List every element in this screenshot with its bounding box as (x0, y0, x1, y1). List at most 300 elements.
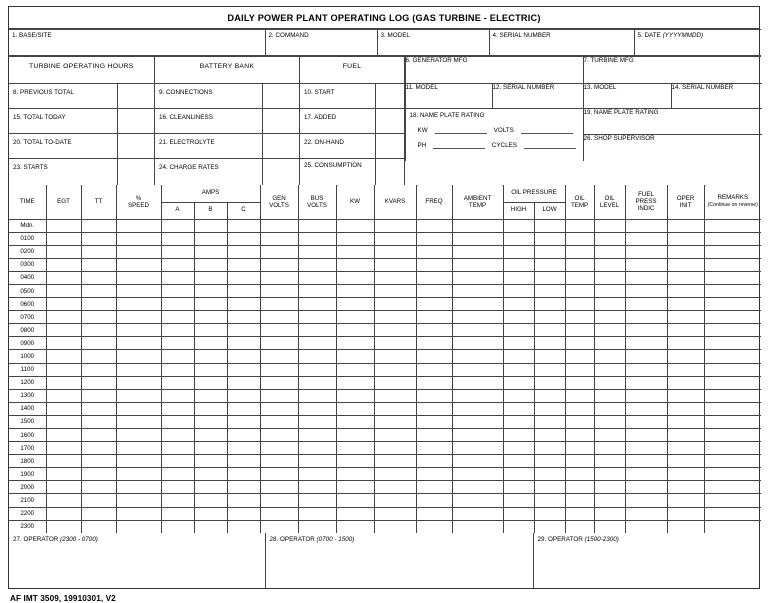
log-cell-kvars[interactable] (374, 376, 416, 389)
log-cell-ambient_temp[interactable] (452, 507, 503, 520)
log-cell-tt[interactable] (81, 442, 116, 455)
log-cell-oil_level[interactable] (594, 324, 625, 337)
log-cell-egt[interactable] (46, 258, 81, 271)
log-cell-egt[interactable] (46, 507, 81, 520)
log-cell-egt[interactable] (46, 494, 81, 507)
log-cell-tt[interactable] (81, 507, 116, 520)
log-cell-egt[interactable] (46, 481, 81, 494)
field-date[interactable] (634, 30, 761, 56)
log-cell-kw[interactable] (336, 219, 374, 232)
log-cell-oil_press_low[interactable] (534, 363, 565, 376)
log-cell-oil_press_high[interactable] (503, 311, 534, 324)
log-cell-oper_init[interactable] (667, 311, 704, 324)
log-cell-freq[interactable] (416, 402, 452, 415)
log-cell-speed[interactable] (116, 429, 161, 442)
log-cell-remarks[interactable] (704, 350, 761, 363)
log-cell-ambient_temp[interactable] (452, 350, 503, 363)
log-cell-amps_b[interactable] (194, 311, 227, 324)
log-cell-kw[interactable] (336, 324, 374, 337)
log-cell-speed[interactable] (116, 402, 161, 415)
log-cell-fuel_press[interactable] (625, 494, 667, 507)
log-cell-egt[interactable] (46, 271, 81, 284)
log-cell-oil_temp[interactable] (565, 219, 594, 232)
log-cell-ambient_temp[interactable] (452, 245, 503, 258)
log-cell-speed[interactable] (116, 363, 161, 376)
log-cell-oil_level[interactable] (594, 429, 625, 442)
log-cell-oil_level[interactable] (594, 415, 625, 428)
log-cell-amps_c[interactable] (227, 442, 260, 455)
log-cell-freq[interactable] (416, 507, 452, 520)
log-cell-amps_a[interactable] (161, 324, 194, 337)
log-cell-amps_a[interactable] (161, 271, 194, 284)
log-cell-oper_init[interactable] (667, 324, 704, 337)
log-cell-amps_c[interactable] (227, 376, 260, 389)
log-cell-fuel_press[interactable] (625, 350, 667, 363)
log-cell-gen_volts[interactable] (260, 389, 298, 402)
log-cell-bus_volts[interactable] (298, 350, 336, 363)
log-cell-egt[interactable] (46, 376, 81, 389)
log-cell-ambient_temp[interactable] (452, 284, 503, 297)
log-cell-oil_level[interactable] (594, 284, 625, 297)
log-cell-kw[interactable] (336, 468, 374, 481)
log-cell-oil_press_high[interactable] (503, 520, 534, 533)
log-cell-amps_a[interactable] (161, 520, 194, 533)
log-cell-amps_c[interactable] (227, 337, 260, 350)
log-cell-kw[interactable] (336, 494, 374, 507)
log-cell-amps_a[interactable] (161, 284, 194, 297)
log-cell-oil_level[interactable] (594, 232, 625, 245)
log-cell-bus_volts[interactable] (298, 402, 336, 415)
log-cell-amps_c[interactable] (227, 455, 260, 468)
log-cell-amps_c[interactable] (227, 245, 260, 258)
log-cell-fuel_press[interactable] (625, 337, 667, 350)
log-cell-kvars[interactable] (374, 468, 416, 481)
field-gen-model[interactable] (405, 83, 492, 108)
log-cell-speed[interactable] (116, 481, 161, 494)
log-cell-oil_press_high[interactable] (503, 494, 534, 507)
log-cell-ambient_temp[interactable] (452, 429, 503, 442)
log-cell-gen_volts[interactable] (260, 350, 298, 363)
log-cell-oil_temp[interactable] (565, 455, 594, 468)
log-cell-ambient_temp[interactable] (452, 415, 503, 428)
log-cell-egt[interactable] (46, 455, 81, 468)
log-cell-remarks[interactable] (704, 324, 761, 337)
log-cell-freq[interactable] (416, 337, 452, 350)
log-cell-amps_b[interactable] (194, 455, 227, 468)
log-cell-tt[interactable] (81, 389, 116, 402)
log-cell-kvars[interactable] (374, 520, 416, 533)
log-cell-freq[interactable] (416, 468, 452, 481)
log-cell-kw[interactable] (336, 389, 374, 402)
log-cell-gen_volts[interactable] (260, 481, 298, 494)
log-cell-tt[interactable] (81, 350, 116, 363)
log-cell-oil_level[interactable] (594, 455, 625, 468)
log-cell-oil_temp[interactable] (565, 350, 594, 363)
log-cell-fuel_press[interactable] (625, 245, 667, 258)
log-cell-oil_level[interactable] (594, 442, 625, 455)
log-cell-speed[interactable] (116, 494, 161, 507)
log-cell-amps_b[interactable] (194, 350, 227, 363)
log-cell-oil_press_low[interactable] (534, 284, 565, 297)
log-cell-fuel_press[interactable] (625, 324, 667, 337)
log-cell-speed[interactable] (116, 350, 161, 363)
log-cell-oil_level[interactable] (594, 376, 625, 389)
nameplate-cycles-input[interactable] (524, 141, 576, 149)
log-cell-ambient_temp[interactable] (452, 402, 503, 415)
log-cell-freq[interactable] (416, 376, 452, 389)
log-cell-oil_press_high[interactable] (503, 468, 534, 481)
log-cell-remarks[interactable] (704, 376, 761, 389)
log-cell-tt[interactable] (81, 494, 116, 507)
field-operator-3[interactable] (533, 533, 761, 588)
log-cell-oil_press_low[interactable] (534, 311, 565, 324)
log-cell-oil_temp[interactable] (565, 468, 594, 481)
log-cell-remarks[interactable] (704, 402, 761, 415)
log-cell-bus_volts[interactable] (298, 520, 336, 533)
log-cell-amps_c[interactable] (227, 271, 260, 284)
log-cell-oil_press_low[interactable] (534, 258, 565, 271)
log-cell-amps_b[interactable] (194, 219, 227, 232)
log-cell-bus_volts[interactable] (298, 415, 336, 428)
log-cell-oper_init[interactable] (667, 376, 704, 389)
log-cell-fuel_press[interactable] (625, 363, 667, 376)
log-cell-amps_c[interactable] (227, 232, 260, 245)
log-cell-kw[interactable] (336, 311, 374, 324)
value-electrolyte[interactable] (263, 133, 300, 158)
log-cell-kw[interactable] (336, 337, 374, 350)
log-cell-tt[interactable] (81, 232, 116, 245)
log-cell-speed[interactable] (116, 258, 161, 271)
log-cell-tt[interactable] (81, 337, 116, 350)
log-cell-bus_volts[interactable] (298, 468, 336, 481)
log-cell-kw[interactable] (336, 402, 374, 415)
log-cell-freq[interactable] (416, 284, 452, 297)
log-cell-oper_init[interactable] (667, 284, 704, 297)
log-cell-amps_c[interactable] (227, 350, 260, 363)
log-cell-bus_volts[interactable] (298, 298, 336, 311)
log-cell-egt[interactable] (46, 415, 81, 428)
log-cell-gen_volts[interactable] (260, 258, 298, 271)
log-cell-ambient_temp[interactable] (452, 520, 503, 533)
value-fuel-start[interactable] (376, 83, 405, 108)
log-cell-oil_press_low[interactable] (534, 442, 565, 455)
log-cell-fuel_press[interactable] (625, 468, 667, 481)
log-cell-amps_c[interactable] (227, 363, 260, 376)
field-base-site[interactable] (9, 30, 265, 56)
log-cell-kw[interactable] (336, 376, 374, 389)
log-cell-amps_b[interactable] (194, 376, 227, 389)
log-cell-freq[interactable] (416, 219, 452, 232)
field-turb-serial[interactable] (671, 83, 762, 108)
log-cell-oil_press_high[interactable] (503, 455, 534, 468)
log-cell-oil_level[interactable] (594, 311, 625, 324)
log-cell-oil_press_high[interactable] (503, 363, 534, 376)
log-cell-bus_volts[interactable] (298, 429, 336, 442)
value-fuel-on-hand[interactable] (376, 133, 405, 158)
log-cell-amps_c[interactable] (227, 520, 260, 533)
log-cell-speed[interactable] (116, 389, 161, 402)
log-cell-oil_press_low[interactable] (534, 468, 565, 481)
log-cell-oil_press_low[interactable] (534, 520, 565, 533)
log-cell-tt[interactable] (81, 481, 116, 494)
log-cell-kw[interactable] (336, 520, 374, 533)
log-cell-kvars[interactable] (374, 507, 416, 520)
log-cell-ambient_temp[interactable] (452, 258, 503, 271)
log-cell-amps_b[interactable] (194, 429, 227, 442)
log-cell-oil_press_low[interactable] (534, 455, 565, 468)
log-cell-kvars[interactable] (374, 402, 416, 415)
log-cell-oil_press_high[interactable] (503, 376, 534, 389)
log-cell-oil_level[interactable] (594, 298, 625, 311)
log-cell-oil_press_high[interactable] (503, 402, 534, 415)
log-cell-fuel_press[interactable] (625, 442, 667, 455)
log-cell-gen_volts[interactable] (260, 494, 298, 507)
log-cell-remarks[interactable] (704, 389, 761, 402)
log-cell-amps_b[interactable] (194, 468, 227, 481)
log-cell-oil_press_high[interactable] (503, 258, 534, 271)
log-cell-ambient_temp[interactable] (452, 298, 503, 311)
log-cell-oil_press_low[interactable] (534, 324, 565, 337)
log-cell-tt[interactable] (81, 415, 116, 428)
log-cell-amps_c[interactable] (227, 468, 260, 481)
log-cell-oil_press_high[interactable] (503, 271, 534, 284)
log-cell-kvars[interactable] (374, 284, 416, 297)
log-cell-oper_init[interactable] (667, 298, 704, 311)
log-cell-gen_volts[interactable] (260, 219, 298, 232)
log-cell-kw[interactable] (336, 232, 374, 245)
log-cell-freq[interactable] (416, 363, 452, 376)
log-cell-amps_b[interactable] (194, 245, 227, 258)
value-charge-rates[interactable] (263, 158, 300, 185)
log-cell-remarks[interactable] (704, 415, 761, 428)
log-cell-oil_temp[interactable] (565, 389, 594, 402)
log-cell-tt[interactable] (81, 284, 116, 297)
log-cell-freq[interactable] (416, 494, 452, 507)
log-cell-bus_volts[interactable] (298, 245, 336, 258)
log-cell-amps_a[interactable] (161, 442, 194, 455)
log-cell-gen_volts[interactable] (260, 363, 298, 376)
log-cell-amps_c[interactable] (227, 298, 260, 311)
log-cell-tt[interactable] (81, 429, 116, 442)
log-cell-oper_init[interactable] (667, 520, 704, 533)
log-cell-gen_volts[interactable] (260, 337, 298, 350)
log-cell-speed[interactable] (116, 271, 161, 284)
log-cell-amps_c[interactable] (227, 389, 260, 402)
log-cell-oil_press_high[interactable] (503, 350, 534, 363)
log-cell-gen_volts[interactable] (260, 376, 298, 389)
log-cell-remarks[interactable] (704, 507, 761, 520)
log-cell-bus_volts[interactable] (298, 258, 336, 271)
log-cell-amps_a[interactable] (161, 429, 194, 442)
log-cell-freq[interactable] (416, 271, 452, 284)
log-cell-amps_c[interactable] (227, 481, 260, 494)
log-cell-oil_press_high[interactable] (503, 298, 534, 311)
log-cell-oil_press_high[interactable] (503, 481, 534, 494)
log-cell-kvars[interactable] (374, 337, 416, 350)
log-cell-ambient_temp[interactable] (452, 363, 503, 376)
value-cleanliness[interactable] (263, 108, 300, 133)
log-cell-oper_init[interactable] (667, 455, 704, 468)
log-cell-oper_init[interactable] (667, 363, 704, 376)
log-cell-amps_b[interactable] (194, 494, 227, 507)
log-cell-kw[interactable] (336, 350, 374, 363)
log-cell-oper_init[interactable] (667, 507, 704, 520)
log-cell-ambient_temp[interactable] (452, 468, 503, 481)
log-cell-kw[interactable] (336, 415, 374, 428)
log-cell-oil_level[interactable] (594, 258, 625, 271)
log-cell-amps_b[interactable] (194, 271, 227, 284)
log-cell-oper_init[interactable] (667, 389, 704, 402)
log-cell-kvars[interactable] (374, 245, 416, 258)
log-cell-oil_temp[interactable] (565, 507, 594, 520)
log-cell-speed[interactable] (116, 245, 161, 258)
log-cell-amps_b[interactable] (194, 481, 227, 494)
log-cell-oper_init[interactable] (667, 219, 704, 232)
log-cell-gen_volts[interactable] (260, 402, 298, 415)
log-cell-speed[interactable] (116, 284, 161, 297)
log-cell-freq[interactable] (416, 442, 452, 455)
log-cell-gen_volts[interactable] (260, 442, 298, 455)
field-operator-2[interactable] (265, 533, 533, 588)
log-cell-tt[interactable] (81, 258, 116, 271)
value-starts[interactable] (117, 158, 154, 185)
log-cell-amps_a[interactable] (161, 311, 194, 324)
log-cell-gen_volts[interactable] (260, 271, 298, 284)
field-turb-nameplate-rating[interactable] (583, 108, 762, 134)
log-cell-tt[interactable] (81, 363, 116, 376)
log-cell-speed[interactable] (116, 507, 161, 520)
log-cell-egt[interactable] (46, 350, 81, 363)
log-cell-bus_volts[interactable] (298, 311, 336, 324)
log-cell-oil_press_low[interactable] (534, 389, 565, 402)
log-cell-amps_a[interactable] (161, 468, 194, 481)
log-cell-ambient_temp[interactable] (452, 389, 503, 402)
log-cell-oil_level[interactable] (594, 245, 625, 258)
log-cell-amps_a[interactable] (161, 494, 194, 507)
log-cell-bus_volts[interactable] (298, 507, 336, 520)
field-gen-serial[interactable] (492, 83, 583, 108)
log-cell-bus_volts[interactable] (298, 271, 336, 284)
log-cell-remarks[interactable] (704, 311, 761, 324)
log-cell-oil_temp[interactable] (565, 324, 594, 337)
log-cell-amps_a[interactable] (161, 363, 194, 376)
log-cell-amps_b[interactable] (194, 298, 227, 311)
log-cell-remarks[interactable] (704, 468, 761, 481)
log-cell-bus_volts[interactable] (298, 442, 336, 455)
log-cell-kvars[interactable] (374, 363, 416, 376)
log-cell-speed[interactable] (116, 324, 161, 337)
log-cell-remarks[interactable] (704, 271, 761, 284)
log-cell-fuel_press[interactable] (625, 284, 667, 297)
log-cell-kw[interactable] (336, 258, 374, 271)
log-cell-speed[interactable] (116, 219, 161, 232)
log-cell-kvars[interactable] (374, 311, 416, 324)
field-shop-supervisor[interactable] (583, 134, 762, 161)
log-cell-egt[interactable] (46, 429, 81, 442)
log-cell-oil_temp[interactable] (565, 429, 594, 442)
log-cell-amps_a[interactable] (161, 376, 194, 389)
log-cell-amps_c[interactable] (227, 324, 260, 337)
field-turb-model[interactable] (583, 83, 671, 108)
log-cell-ambient_temp[interactable] (452, 442, 503, 455)
log-cell-oil_temp[interactable] (565, 415, 594, 428)
log-cell-oper_init[interactable] (667, 245, 704, 258)
log-cell-gen_volts[interactable] (260, 455, 298, 468)
log-cell-fuel_press[interactable] (625, 258, 667, 271)
log-cell-remarks[interactable] (704, 429, 761, 442)
nameplate-kw-input[interactable] (435, 126, 487, 134)
log-cell-amps_b[interactable] (194, 324, 227, 337)
log-cell-gen_volts[interactable] (260, 507, 298, 520)
log-cell-speed[interactable] (116, 298, 161, 311)
log-cell-fuel_press[interactable] (625, 507, 667, 520)
log-cell-tt[interactable] (81, 468, 116, 481)
log-cell-oil_level[interactable] (594, 363, 625, 376)
log-cell-oil_press_low[interactable] (534, 271, 565, 284)
log-cell-oil_level[interactable] (594, 402, 625, 415)
log-cell-egt[interactable] (46, 324, 81, 337)
log-cell-kw[interactable] (336, 363, 374, 376)
log-cell-speed[interactable] (116, 520, 161, 533)
log-cell-bus_volts[interactable] (298, 337, 336, 350)
log-cell-oil_temp[interactable] (565, 298, 594, 311)
log-cell-fuel_press[interactable] (625, 415, 667, 428)
log-cell-amps_c[interactable] (227, 494, 260, 507)
log-cell-freq[interactable] (416, 520, 452, 533)
log-cell-oper_init[interactable] (667, 402, 704, 415)
log-cell-tt[interactable] (81, 376, 116, 389)
log-cell-oil_temp[interactable] (565, 284, 594, 297)
log-cell-oil_temp[interactable] (565, 363, 594, 376)
log-cell-tt[interactable] (81, 520, 116, 533)
log-cell-amps_a[interactable] (161, 507, 194, 520)
log-cell-tt[interactable] (81, 311, 116, 324)
log-cell-remarks[interactable] (704, 337, 761, 350)
log-cell-amps_c[interactable] (227, 311, 260, 324)
log-cell-egt[interactable] (46, 337, 81, 350)
log-cell-oil_press_low[interactable] (534, 494, 565, 507)
log-cell-ambient_temp[interactable] (452, 232, 503, 245)
log-cell-amps_c[interactable] (227, 219, 260, 232)
log-cell-gen_volts[interactable] (260, 311, 298, 324)
log-cell-gen_volts[interactable] (260, 468, 298, 481)
log-cell-amps_b[interactable] (194, 442, 227, 455)
log-cell-amps_a[interactable] (161, 219, 194, 232)
log-cell-speed[interactable] (116, 311, 161, 324)
log-cell-oper_init[interactable] (667, 271, 704, 284)
log-cell-amps_c[interactable] (227, 258, 260, 271)
log-cell-fuel_press[interactable] (625, 481, 667, 494)
log-cell-kw[interactable] (336, 298, 374, 311)
log-cell-freq[interactable] (416, 258, 452, 271)
log-cell-oil_press_high[interactable] (503, 232, 534, 245)
log-cell-kvars[interactable] (374, 258, 416, 271)
log-cell-fuel_press[interactable] (625, 455, 667, 468)
log-cell-speed[interactable] (116, 232, 161, 245)
log-cell-freq[interactable] (416, 311, 452, 324)
log-cell-amps_a[interactable] (161, 350, 194, 363)
log-cell-egt[interactable] (46, 232, 81, 245)
field-command[interactable] (265, 30, 377, 56)
log-cell-remarks[interactable] (704, 455, 761, 468)
log-cell-remarks[interactable] (704, 363, 761, 376)
log-cell-freq[interactable] (416, 324, 452, 337)
log-cell-gen_volts[interactable] (260, 415, 298, 428)
log-cell-ambient_temp[interactable] (452, 337, 503, 350)
log-cell-amps_c[interactable] (227, 402, 260, 415)
log-cell-remarks[interactable] (704, 284, 761, 297)
log-cell-oil_level[interactable] (594, 468, 625, 481)
